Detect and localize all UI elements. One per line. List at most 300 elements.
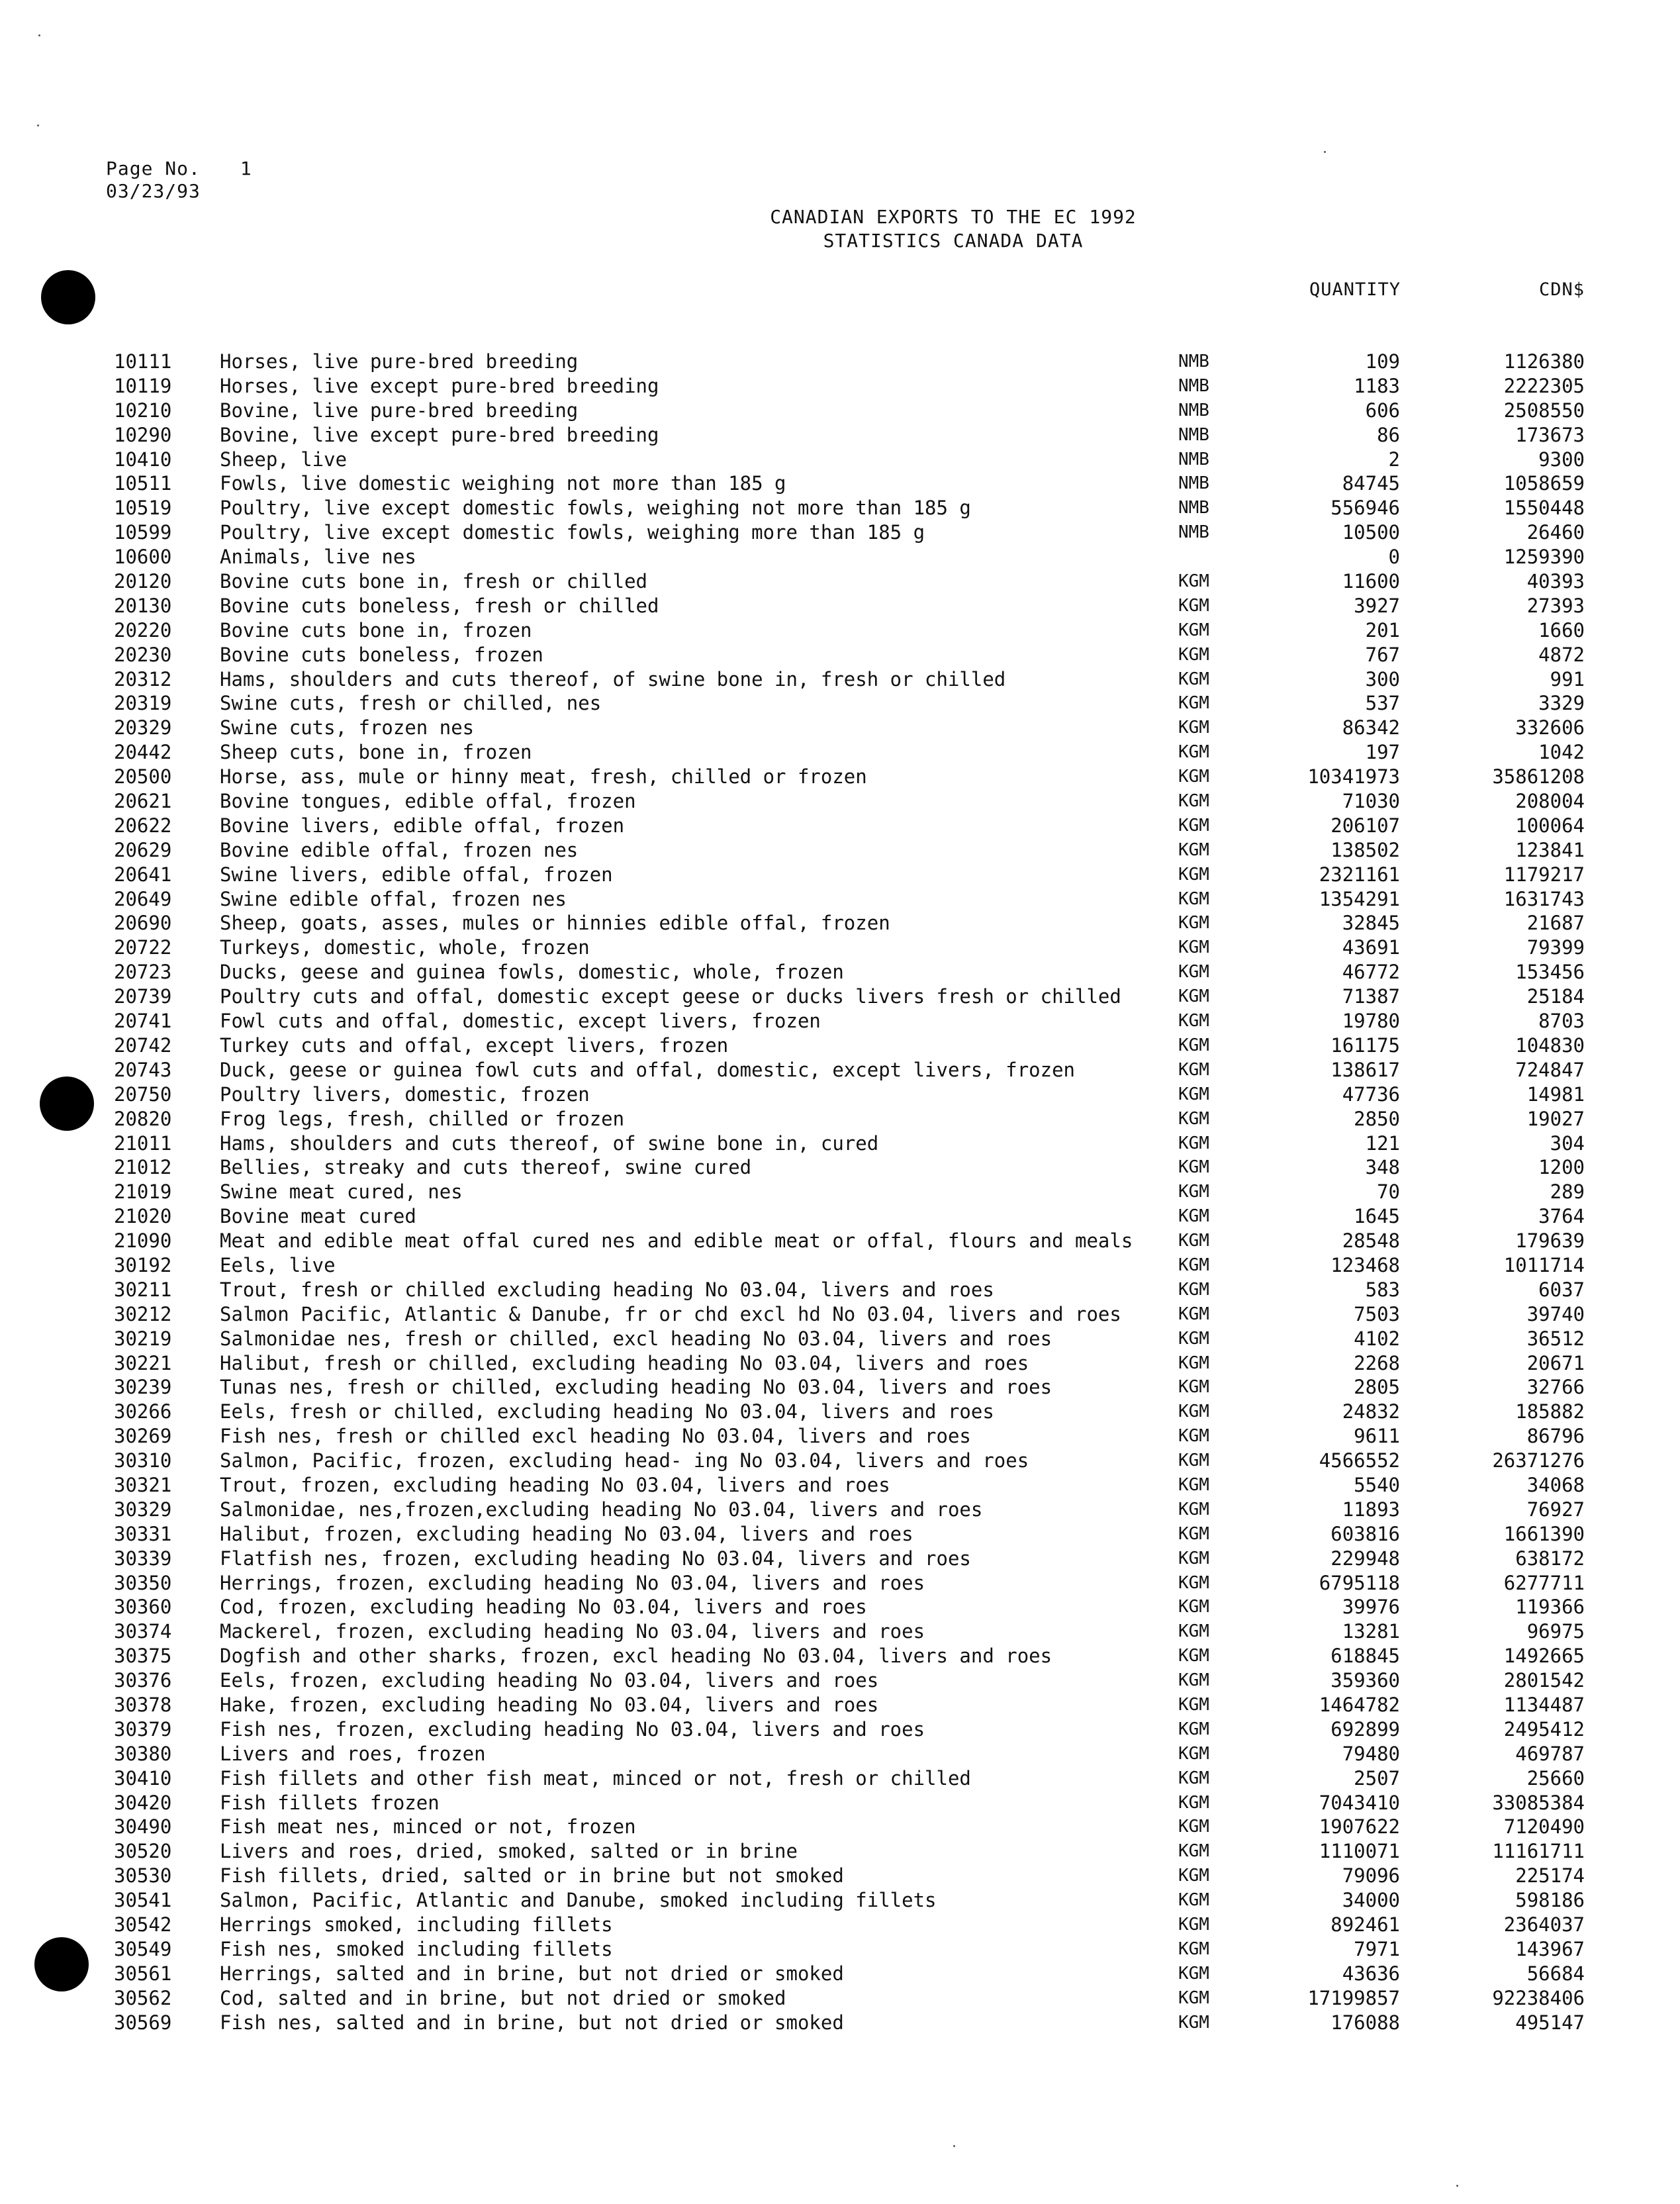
cdn-value: 2222305 (1503, 374, 1585, 397)
cdn-value: 25660 (1526, 1766, 1585, 1790)
cdn-value: 991 (1550, 667, 1585, 691)
cdn-value: 79399 (1526, 936, 1585, 959)
quantity-value: 300 (1365, 667, 1400, 691)
table-row (0, 1229, 1680, 1253)
unit-of-measure: KGM (1178, 1548, 1209, 1568)
commodity-code: 20120 (114, 570, 172, 593)
quantity-column-header: QUANTITY (1309, 279, 1401, 300)
unit-of-measure: KGM (1178, 718, 1209, 738)
cdn-value: 469787 (1515, 1742, 1585, 1765)
unit-of-measure: NMB (1178, 473, 1209, 494)
commodity-description: Salmon, Pacific, frozen, excluding head- ing No 03.04, livers and roes (220, 1449, 1029, 1472)
unit-of-measure: KGM (1178, 1915, 1209, 1935)
commodity-code: 30266 (114, 1400, 172, 1423)
cdn-value: 26371276 (1492, 1449, 1585, 1472)
unit-of-measure: KGM (1178, 1011, 1209, 1031)
cdn-value: 6037 (1538, 1278, 1585, 1301)
scan-speck (37, 124, 39, 126)
cdn-value: 8703 (1538, 1010, 1585, 1033)
cdn-value: 19027 (1526, 1107, 1585, 1130)
quantity-value: 2268 (1354, 1351, 1400, 1374)
table-row (0, 1717, 1680, 1742)
cdn-value: 11161711 (1492, 1840, 1585, 1863)
commodity-code: 30562 (114, 1986, 172, 2009)
quantity-value: 138617 (1330, 1058, 1400, 1081)
quantity-value: 4102 (1354, 1327, 1400, 1350)
quantity-value: 161175 (1330, 1033, 1400, 1057)
cdn-value: 1631743 (1503, 887, 1585, 910)
commodity-code: 30211 (114, 1278, 172, 1301)
unit-of-measure: KGM (1178, 1890, 1209, 1911)
cdn-value: 40393 (1526, 570, 1585, 593)
unit-of-measure: KGM (1178, 791, 1209, 812)
commodity-description: Frog legs, fresh, chilled or frozen (220, 1107, 625, 1130)
quantity-value: 34000 (1342, 1889, 1400, 1912)
table-row (0, 2011, 1680, 2035)
quantity-value: 46772 (1342, 961, 1400, 984)
commodity-code: 20629 (114, 838, 172, 861)
scan-speck (1324, 151, 1326, 153)
table-row (0, 1693, 1680, 1717)
unit-of-measure: KGM (1178, 767, 1209, 787)
unit-of-measure: KGM (1178, 839, 1209, 860)
commodity-description: Fish nes, frozen, excluding heading No 03.04, livers and roes (220, 1717, 925, 1741)
commodity-code: 20723 (114, 961, 172, 984)
unit-of-measure: KGM (1178, 864, 1209, 885)
commodity-code: 30561 (114, 1962, 172, 1985)
quantity-value: 11600 (1342, 570, 1400, 593)
table-row (0, 1766, 1680, 1791)
commodity-code: 30360 (114, 1596, 172, 1619)
table-row (0, 643, 1680, 667)
table-row (0, 1742, 1680, 1766)
cdn-value: 289 (1550, 1180, 1585, 1204)
quantity-value: 109 (1365, 350, 1400, 373)
quantity-value: 10500 (1342, 521, 1400, 544)
commodity-description: Halibut, fresh or chilled, excluding heading No 03.04, livers and roes (220, 1351, 1029, 1374)
title-line-2: STATISTICS CANADA DATA (823, 230, 1084, 252)
unit-of-measure: KGM (1178, 595, 1209, 616)
quantity-value: 1110071 (1319, 1840, 1400, 1863)
table-row (0, 1302, 1680, 1327)
cdn-value: 208004 (1515, 790, 1585, 813)
cdn-value: 119366 (1515, 1596, 1585, 1619)
cdn-value: 33085384 (1492, 1791, 1585, 1814)
quantity-value: 767 (1365, 643, 1400, 666)
quantity-value: 1907622 (1319, 1815, 1400, 1839)
table-row (0, 1913, 1680, 1937)
commodity-code: 30269 (114, 1425, 172, 1448)
unit-of-measure: NMB (1178, 375, 1209, 396)
cdn-value: 35861208 (1492, 765, 1585, 789)
quantity-value: 197 (1365, 741, 1400, 764)
unit-of-measure: KGM (1178, 1841, 1209, 1862)
commodity-code: 30321 (114, 1473, 172, 1496)
commodity-code: 21011 (114, 1131, 172, 1155)
table-row (0, 1791, 1680, 1815)
quantity-value: 2805 (1354, 1376, 1400, 1399)
commodity-description: Bovine livers, edible offal, frozen (220, 814, 625, 837)
commodity-code: 20743 (114, 1058, 172, 1081)
page-number: 1 (240, 158, 252, 179)
table-row (0, 691, 1680, 716)
cdn-value: 2495412 (1503, 1717, 1585, 1741)
table-row (0, 1522, 1680, 1547)
quantity-value: 1645 (1354, 1205, 1400, 1228)
commodity-code: 20500 (114, 765, 172, 789)
unit-of-measure: KGM (1178, 888, 1209, 909)
commodity-code: 30376 (114, 1669, 172, 1692)
commodity-description: Cod, frozen, excluding heading No 03.04, livers and roes (220, 1596, 867, 1619)
commodity-description: Tunas nes, fresh or chilled, excluding heading No 03.04, livers and roes (220, 1376, 1052, 1399)
scan-speck (953, 2145, 955, 2147)
cdn-value: 1492665 (1503, 1645, 1585, 1668)
commodity-description: Cod, salted and in brine, but not dried or smoked (220, 1986, 786, 2009)
commodity-description: Horses, live pure-bred breeding (220, 350, 579, 373)
table-row (0, 740, 1680, 765)
commodity-description: Ducks, geese and guinea fowls, domestic, whole, frozen (220, 961, 844, 984)
commodity-description: Fish nes, fresh or chilled excl heading No 03.04, livers and roes (220, 1425, 971, 1448)
unit-of-measure: KGM (1178, 2012, 1209, 2033)
commodity-description: Bovine, live pure-bred breeding (220, 399, 579, 422)
commodity-description: Eels, frozen, excluding heading No 03.04, livers and roes (220, 1669, 879, 1692)
commodity-code: 30212 (114, 1302, 172, 1325)
table-row (0, 1009, 1680, 1033)
commodity-description: Swine cuts, frozen nes (220, 716, 475, 740)
commodity-code: 30374 (114, 1620, 172, 1643)
commodity-code: 20329 (114, 716, 172, 740)
quantity-value: 556946 (1330, 497, 1400, 520)
quantity-value: 9611 (1354, 1425, 1400, 1448)
commodity-description: Sheep, live (220, 448, 348, 471)
unit-of-measure: KGM (1178, 1988, 1209, 2008)
cdn-value: 638172 (1515, 1547, 1585, 1570)
report-title (702, 205, 1205, 253)
quantity-value: 24832 (1342, 1400, 1400, 1423)
commodity-description: Fish fillets frozen (220, 1791, 440, 1814)
commodity-code: 20742 (114, 1033, 172, 1057)
quantity-value: 71387 (1342, 985, 1400, 1008)
commodity-code: 10519 (114, 497, 172, 520)
quantity-value: 0 (1388, 546, 1400, 569)
table-row (0, 887, 1680, 912)
commodity-code: 30379 (114, 1717, 172, 1741)
table-row (0, 569, 1680, 594)
commodity-code: 20220 (114, 618, 172, 642)
cdn-value: 21687 (1526, 912, 1585, 935)
unit-of-measure: KGM (1178, 693, 1209, 714)
cdn-value: 56684 (1526, 1962, 1585, 1985)
quantity-value: 2507 (1354, 1766, 1400, 1790)
quantity-value: 28548 (1342, 1229, 1400, 1253)
cdn-value: 34068 (1526, 1473, 1585, 1496)
quantity-value: 206107 (1330, 814, 1400, 837)
commodity-code: 30192 (114, 1253, 172, 1276)
commodity-description: Fish meat nes, minced or not, frozen (220, 1815, 636, 1839)
unit-of-measure: KGM (1178, 1572, 1209, 1593)
commodity-description: Trout, frozen, excluding heading No 03.04, livers and roes (220, 1473, 890, 1496)
commodity-description: Sheep, goats, asses, mules or hinnies edible offal, frozen (220, 912, 890, 935)
cdn-value: 26460 (1526, 521, 1585, 544)
cdn-value: 96975 (1526, 1620, 1585, 1643)
table-row (0, 618, 1680, 643)
cdn-value: 20671 (1526, 1351, 1585, 1374)
quantity-value: 892461 (1330, 1913, 1400, 1936)
table-row (0, 935, 1680, 960)
quantity-value: 7971 (1354, 1937, 1400, 1960)
commodity-description: Swine meat cured, nes (220, 1180, 463, 1204)
unit-of-measure: KGM (1178, 1939, 1209, 1959)
unit-of-measure: KGM (1178, 815, 1209, 836)
cdn-value: 4872 (1538, 643, 1585, 666)
unit-of-measure: KGM (1178, 1523, 1209, 1544)
commodity-code: 20722 (114, 936, 172, 959)
table-row (0, 1253, 1680, 1278)
commodity-description: Herrings, salted and in brine, but not dried or smoked (220, 1962, 844, 1985)
quantity-value: 7503 (1354, 1302, 1400, 1325)
commodity-description: Bovine cuts bone in, frozen (220, 618, 532, 642)
unit-of-measure: KGM (1178, 669, 1209, 689)
commodity-code: 20622 (114, 814, 172, 837)
commodity-description: Poultry, live except domestic fowls, weighing more than 185 g (220, 521, 925, 544)
table-row (0, 1204, 1680, 1229)
unit-of-measure: KGM (1178, 620, 1209, 640)
table-row (0, 1864, 1680, 1888)
table-row (0, 496, 1680, 520)
commodity-description: Sheep cuts, bone in, frozen (220, 741, 532, 764)
quantity-value: 3927 (1354, 594, 1400, 617)
commodity-description: Salmonidae, nes,frozen,excluding heading No 03.04, livers and roes (220, 1498, 983, 1521)
table-row (0, 545, 1680, 569)
commodity-code: 30549 (114, 1937, 172, 1960)
commodity-code: 21012 (114, 1156, 172, 1179)
commodity-code: 30350 (114, 1571, 172, 1594)
commodity-code: 30542 (114, 1913, 172, 1936)
commodity-code: 30420 (114, 1791, 172, 1814)
table-row (0, 1424, 1680, 1449)
commodity-description: Salmonidae nes, fresh or chilled, excl heading No 03.04, livers and roes (220, 1327, 1052, 1350)
table-row (0, 1498, 1680, 1522)
commodity-code: 20649 (114, 887, 172, 910)
cdn-value: 724847 (1515, 1058, 1585, 1081)
table-row (0, 1839, 1680, 1864)
table-row (0, 960, 1680, 984)
quantity-value: 121 (1365, 1131, 1400, 1155)
commodity-code: 20130 (114, 594, 172, 617)
table-row (0, 1351, 1680, 1376)
commodity-description: Swine edible offal, frozen nes (220, 887, 567, 910)
unit-of-measure: KGM (1178, 1353, 1209, 1373)
quantity-value: 603816 (1330, 1522, 1400, 1545)
cdn-value: 1042 (1538, 741, 1585, 764)
commodity-description: Fish fillets, dried, salted or in brine but not smoked (220, 1864, 844, 1888)
cdn-value: 1660 (1538, 618, 1585, 642)
cdn-value: 104830 (1515, 1033, 1585, 1057)
cdn-value: 76927 (1526, 1498, 1585, 1521)
quantity-value: 39976 (1342, 1596, 1400, 1619)
cdn-value: 86796 (1526, 1425, 1585, 1448)
commodity-code: 20621 (114, 790, 172, 813)
table-row (0, 1327, 1680, 1351)
unit-of-measure: KGM (1178, 986, 1209, 1007)
table-row (0, 838, 1680, 863)
commodity-code: 30375 (114, 1645, 172, 1668)
quantity-value: 1464782 (1319, 1693, 1400, 1716)
unit-of-measure: NMB (1178, 400, 1209, 420)
commodity-description: Eels, fresh or chilled, excluding heading No 03.04, livers and roes (220, 1400, 994, 1423)
quantity-value: 79480 (1342, 1742, 1400, 1765)
page-number-line (106, 158, 252, 179)
table-row (0, 1986, 1680, 2011)
commodity-code: 21019 (114, 1180, 172, 1204)
commodity-code: 30339 (114, 1547, 172, 1570)
unit-of-measure: KGM (1178, 1743, 1209, 1764)
commodity-code: 30310 (114, 1449, 172, 1472)
commodity-code: 10511 (114, 472, 172, 495)
cdn-value: 1200 (1538, 1156, 1585, 1179)
commodity-code: 10210 (114, 399, 172, 422)
quantity-value: 79096 (1342, 1864, 1400, 1888)
commodity-description: Bovine tongues, edible offal, frozen (220, 790, 636, 813)
commodity-code: 21020 (114, 1205, 172, 1228)
commodity-description: Poultry livers, domestic, frozen (220, 1082, 590, 1106)
quantity-value: 692899 (1330, 1717, 1400, 1741)
commodity-code: 20442 (114, 741, 172, 764)
table-row (0, 1058, 1680, 1082)
table-row (0, 1180, 1680, 1204)
commodity-description: Herrings smoked, including fillets (220, 1913, 613, 1936)
unit-of-measure: KGM (1178, 1206, 1209, 1227)
cdn-value: 185882 (1515, 1400, 1585, 1423)
table-row (0, 863, 1680, 887)
table-row (0, 1962, 1680, 1986)
commodity-code: 20319 (114, 692, 172, 715)
unit-of-measure: KGM (1178, 1426, 1209, 1447)
table-row (0, 814, 1680, 838)
quantity-value: 2850 (1354, 1107, 1400, 1130)
report-date: 03/23/93 (106, 180, 201, 202)
table-row (0, 765, 1680, 789)
commodity-code: 30530 (114, 1864, 172, 1888)
scan-speck (38, 34, 40, 36)
quantity-value: 138502 (1330, 838, 1400, 861)
unit-of-measure: NMB (1178, 449, 1209, 469)
table-row (0, 1278, 1680, 1302)
commodity-code: 30520 (114, 1840, 172, 1863)
table-row (0, 448, 1680, 472)
cdn-value: 9300 (1538, 448, 1585, 471)
commodity-description: Meat and edible meat offal cured nes and edible meat or offal, flours and meals (220, 1229, 1133, 1253)
cdn-value: 39740 (1526, 1302, 1585, 1325)
commodity-description: Hake, frozen, excluding heading No 03.04, livers and roes (220, 1693, 879, 1716)
unit-of-measure: KGM (1178, 1597, 1209, 1617)
commodity-code: 30380 (114, 1742, 172, 1765)
commodity-code: 20641 (114, 863, 172, 886)
table-row (0, 1668, 1680, 1693)
commodity-code: 30569 (114, 2011, 172, 2034)
unit-of-measure: KGM (1178, 644, 1209, 665)
commodity-description: Bellies, streaky and cuts thereof, swine cured (220, 1156, 752, 1179)
table-row (0, 667, 1680, 692)
commodity-description: Duck, geese or guinea fowl cuts and offal, domestic, except livers, frozen (220, 1058, 1076, 1081)
table-row (0, 1131, 1680, 1156)
quantity-value: 11893 (1342, 1498, 1400, 1521)
unit-of-measure: KGM (1178, 1377, 1209, 1398)
cdn-value: 173673 (1515, 423, 1585, 446)
cdn-value: 598186 (1515, 1889, 1585, 1912)
table-row (0, 471, 1680, 496)
table-row (0, 1644, 1680, 1668)
table-row (0, 1937, 1680, 1962)
cdn-value: 179639 (1515, 1229, 1585, 1253)
quantity-value: 583 (1365, 1278, 1400, 1301)
quantity-value: 1354291 (1319, 887, 1400, 910)
table-row (0, 1888, 1680, 1913)
punch-hole (41, 270, 95, 324)
table-row (0, 1155, 1680, 1180)
quantity-value: 10341973 (1307, 765, 1400, 789)
unit-of-measure: KGM (1178, 1866, 1209, 1886)
commodity-description: Horses, live except pure-bred breeding (220, 374, 659, 397)
cdn-value: 1259390 (1503, 546, 1585, 569)
unit-of-measure: NMB (1178, 522, 1209, 543)
unit-of-measure: KGM (1178, 571, 1209, 592)
commodity-description: Hams, shoulders and cuts thereof, of swine bone in, fresh or chilled (220, 667, 1006, 691)
table-row (0, 594, 1680, 618)
commodity-code: 30221 (114, 1351, 172, 1374)
cdn-value: 1126380 (1503, 350, 1585, 373)
cdn-value: 32766 (1526, 1376, 1585, 1399)
commodity-code: 20739 (114, 985, 172, 1008)
cdn-value: 2801542 (1503, 1669, 1585, 1692)
table-row (0, 399, 1680, 423)
unit-of-measure: KGM (1178, 1499, 1209, 1519)
commodity-description: Bovine, live except pure-bred breeding (220, 423, 659, 446)
quantity-value: 17199857 (1307, 1986, 1400, 2009)
commodity-description: Eels, live (220, 1253, 336, 1276)
table-row (0, 1082, 1680, 1107)
commodity-description: Flatfish nes, frozen, excluding heading No 03.04, livers and roes (220, 1547, 971, 1570)
unit-of-measure: KGM (1178, 1157, 1209, 1178)
unit-of-measure: KGM (1178, 1084, 1209, 1104)
quantity-value: 229948 (1330, 1547, 1400, 1570)
unit-of-measure: KGM (1178, 1182, 1209, 1202)
commodity-code: 10599 (114, 521, 172, 544)
unit-of-measure: NMB (1178, 498, 1209, 518)
cdn-value: 2508550 (1503, 399, 1585, 422)
quantity-value: 606 (1365, 399, 1400, 422)
cdn-value: 123841 (1515, 838, 1585, 861)
table-row (0, 911, 1680, 935)
commodity-description: Livers and roes, dried, smoked, salted or in brine (220, 1840, 798, 1863)
quantity-value: 32845 (1342, 912, 1400, 935)
commodity-description: Fish fillets and other fish meat, minced or not, fresh or chilled (220, 1766, 971, 1790)
unit-of-measure: KGM (1178, 1963, 1209, 1984)
unit-of-measure: KGM (1178, 1108, 1209, 1129)
table-row (0, 1449, 1680, 1473)
commodity-description: Turkey cuts and offal, except livers, frozen (220, 1033, 729, 1057)
cdn-value: 6277711 (1503, 1571, 1585, 1594)
unit-of-measure: KGM (1178, 1402, 1209, 1422)
cdn-value: 3764 (1538, 1205, 1585, 1228)
unit-of-measure: KGM (1178, 1792, 1209, 1813)
commodity-description: Herrings, frozen, excluding heading No 03.04, livers and roes (220, 1571, 925, 1594)
unit-of-measure: KGM (1178, 1059, 1209, 1080)
cdn-value: 3329 (1538, 692, 1585, 715)
unit-of-measure: NMB (1178, 352, 1209, 371)
quantity-value: 618845 (1330, 1645, 1400, 1668)
unit-of-measure: KGM (1178, 742, 1209, 763)
